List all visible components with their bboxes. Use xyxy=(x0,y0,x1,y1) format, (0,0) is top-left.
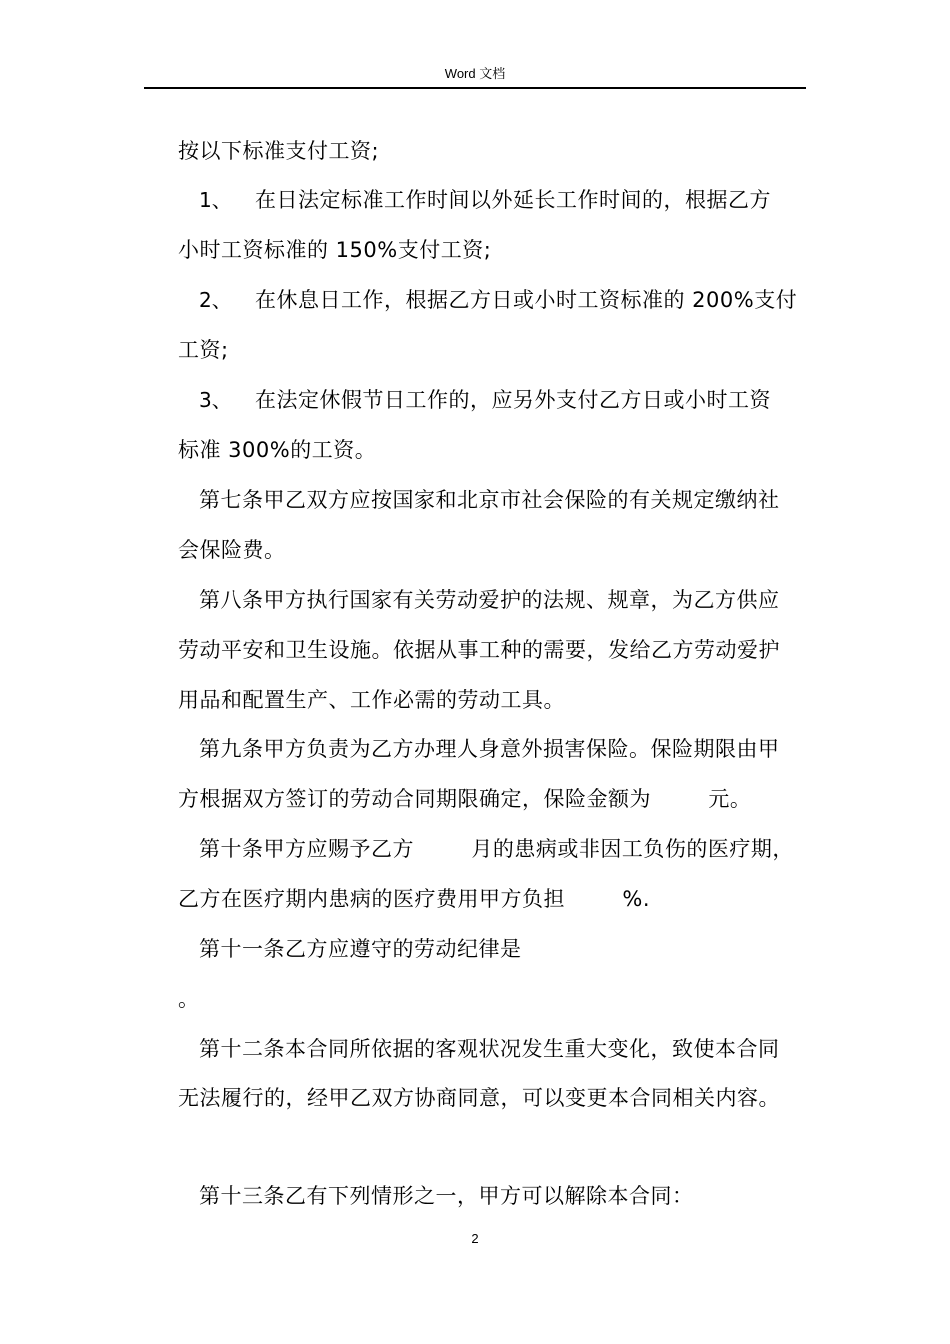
item-text: 在法定休假节日工作的，应另外支付乙方日或小时工资 xyxy=(255,388,771,412)
item-text: 在日法定标准工作时间以外延长工作时间的，根据乙方 xyxy=(255,188,771,212)
article-9-line: 方根据双方签订的劳动合同期限确定，保险金额为 元。 xyxy=(178,787,752,811)
item-number: 1、 xyxy=(199,188,232,212)
article-8-line: 用品和配置生产、工作必需的劳动工具。 xyxy=(178,688,565,712)
item-continuation: 标准 300%的工资。 xyxy=(178,438,377,462)
article-12-line: 无法履行的，经甲乙双方协商同意，可以变更本合同相关内容。 xyxy=(178,1086,780,1110)
article-11-line: 第十一条乙方应遵守的劳动纪律是 xyxy=(199,937,522,961)
paragraph-intro: 按以下标准支付工资; xyxy=(178,139,380,163)
article-12-line: 第十二条本合同所依据的客观状况发生重大变化，致使本合同 xyxy=(199,1037,780,1061)
article-7-line: 会保险费。 xyxy=(178,538,286,562)
item-number: 2、 xyxy=(199,288,232,312)
article-9-line: 第九条甲方负责为乙方办理人身意外损害保险。保险期限由甲 xyxy=(199,737,780,761)
page-header: Word 文档 xyxy=(444,66,506,81)
item-number: 3、 xyxy=(199,388,232,412)
article-7-line: 第七条甲乙双方应按国家和北京市社会保险的有关规定缴纳社 xyxy=(199,488,780,512)
article-13-line: 第十三条乙有下列情形之一，甲方可以解除本合同： xyxy=(199,1184,694,1208)
article-8-line: 劳动平安和卫生设施。依据从事工种的需要，发给乙方劳动爱护 xyxy=(178,638,780,662)
item-text: 在休息日工作，根据乙方日或小时工资标准的 200%支付 xyxy=(255,288,798,312)
article-8-line: 第八条甲方执行国家有关劳动爱护的法规、规章，为乙方供应 xyxy=(199,588,780,612)
article-10-line: 乙方在医疗期内患病的医疗费用甲方负担 %. xyxy=(178,887,651,911)
item-continuation: 工资; xyxy=(178,338,229,362)
article-11-line: 。 xyxy=(178,987,200,1011)
article-10-line: 第十条甲方应赐予乙方 月的患病或非因工负伤的医疗期， xyxy=(199,837,794,861)
item-continuation: 小时工资标准的 150%支付工资; xyxy=(178,238,492,262)
header-rule xyxy=(144,87,806,89)
page-number: 2 xyxy=(471,1231,479,1246)
